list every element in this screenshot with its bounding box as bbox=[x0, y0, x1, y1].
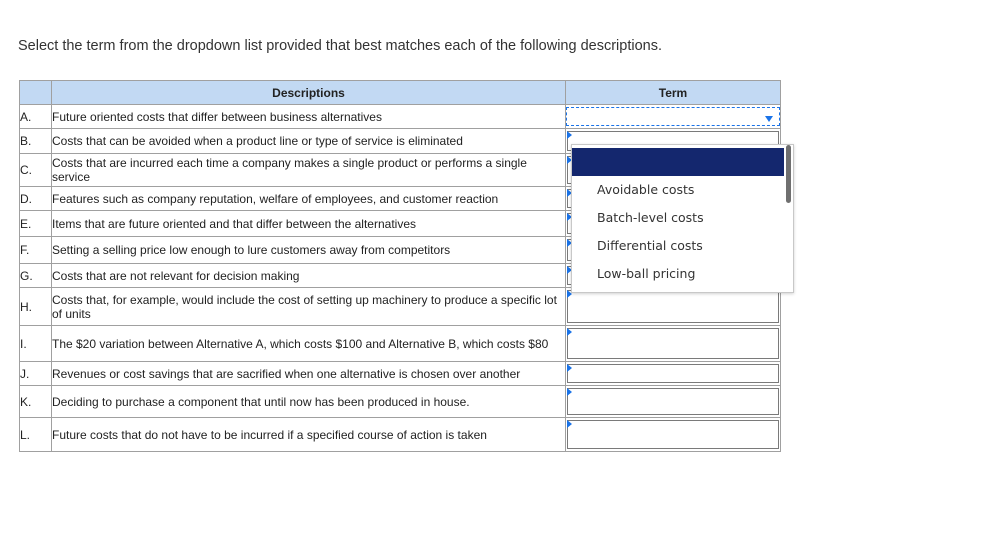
table-row bbox=[20, 105, 781, 129]
table-header-row bbox=[20, 81, 781, 105]
term-dropdown-active[interactable] bbox=[566, 107, 780, 126]
row-description: Costs that can be avoided when a product line or type of service is eliminated bbox=[52, 129, 566, 154]
table-row bbox=[20, 418, 781, 452]
term-select[interactable] bbox=[566, 362, 781, 386]
dropdown-option-blank-highlighted[interactable] bbox=[572, 148, 784, 176]
row-letter: F. bbox=[20, 237, 52, 264]
row-description: Items that are future oriented and that differ between the alternatives bbox=[52, 211, 566, 237]
row-description: Costs that are not relevant for decision making bbox=[52, 264, 566, 288]
table-row bbox=[20, 362, 781, 386]
row-letter: C. bbox=[20, 154, 52, 187]
dropdown-option[interactable]: Batch-level costs bbox=[597, 210, 704, 225]
row-description: Future oriented costs that differ between business alternatives bbox=[52, 105, 566, 129]
row-description: The $20 variation between Alternative A, which costs $100 and Alternative B, which costs $80 bbox=[52, 326, 566, 362]
row-description: Features such as company reputation, welfare of employees, and customer reaction bbox=[52, 187, 566, 211]
term-select[interactable] bbox=[566, 386, 781, 418]
table-row bbox=[20, 326, 781, 362]
term-dropdown-list[interactable] bbox=[571, 144, 794, 293]
letter-column-header bbox=[20, 81, 52, 105]
term-select[interactable] bbox=[566, 418, 781, 452]
row-description: Revenues or cost savings that are sacrified when one alternative is chosen over another bbox=[52, 362, 566, 386]
answer-marker-icon bbox=[567, 328, 572, 336]
term-select[interactable] bbox=[566, 288, 781, 326]
row-description: Costs that are incurred each time a company makes a single product or performs a single service bbox=[52, 154, 566, 187]
row-description: Setting a selling price low enough to lure customers away from competitors bbox=[52, 237, 566, 264]
answer-box[interactable] bbox=[567, 420, 779, 449]
row-description: Future costs that do not have to be incurred if a specified course of action is taken bbox=[52, 418, 566, 452]
term-select[interactable] bbox=[566, 105, 781, 129]
chevron-down-icon[interactable] bbox=[765, 116, 773, 122]
answer-box[interactable] bbox=[567, 328, 779, 359]
row-description: Costs that, for example, would include the cost of setting up machinery to produce a specific lot of units bbox=[52, 288, 566, 326]
answer-box[interactable] bbox=[567, 388, 779, 415]
dropdown-scrollbar-thumb[interactable] bbox=[786, 145, 791, 203]
table-row bbox=[20, 386, 781, 418]
row-letter: E. bbox=[20, 211, 52, 237]
descriptions-column-header: Descriptions bbox=[52, 81, 566, 105]
row-letter: J. bbox=[20, 362, 52, 386]
term-select[interactable] bbox=[566, 326, 781, 362]
table-row bbox=[20, 288, 781, 326]
answer-marker-icon bbox=[567, 364, 572, 372]
dropdown-option[interactable]: Differential costs bbox=[597, 238, 703, 253]
row-letter: H. bbox=[20, 288, 52, 326]
row-letter: A. bbox=[20, 105, 52, 129]
row-letter: B. bbox=[20, 129, 52, 154]
row-letter: I. bbox=[20, 326, 52, 362]
row-letter: K. bbox=[20, 386, 52, 418]
answer-box[interactable] bbox=[567, 364, 779, 383]
answer-marker-icon bbox=[567, 420, 572, 428]
dropdown-option[interactable]: Avoidable costs bbox=[597, 182, 695, 197]
answer-box[interactable] bbox=[567, 290, 779, 323]
instruction-text: Select the term from the dropdown list provided that best matches each of the following descriptions. bbox=[18, 38, 662, 54]
row-description: Deciding to purchase a component that until now has been produced in house. bbox=[52, 386, 566, 418]
row-letter: D. bbox=[20, 187, 52, 211]
answer-marker-icon bbox=[567, 131, 572, 139]
row-letter: L. bbox=[20, 418, 52, 452]
term-column-header: Term bbox=[566, 81, 781, 105]
answer-marker-icon bbox=[567, 388, 572, 396]
row-letter: G. bbox=[20, 264, 52, 288]
dropdown-option[interactable]: Low-ball pricing bbox=[597, 266, 696, 281]
